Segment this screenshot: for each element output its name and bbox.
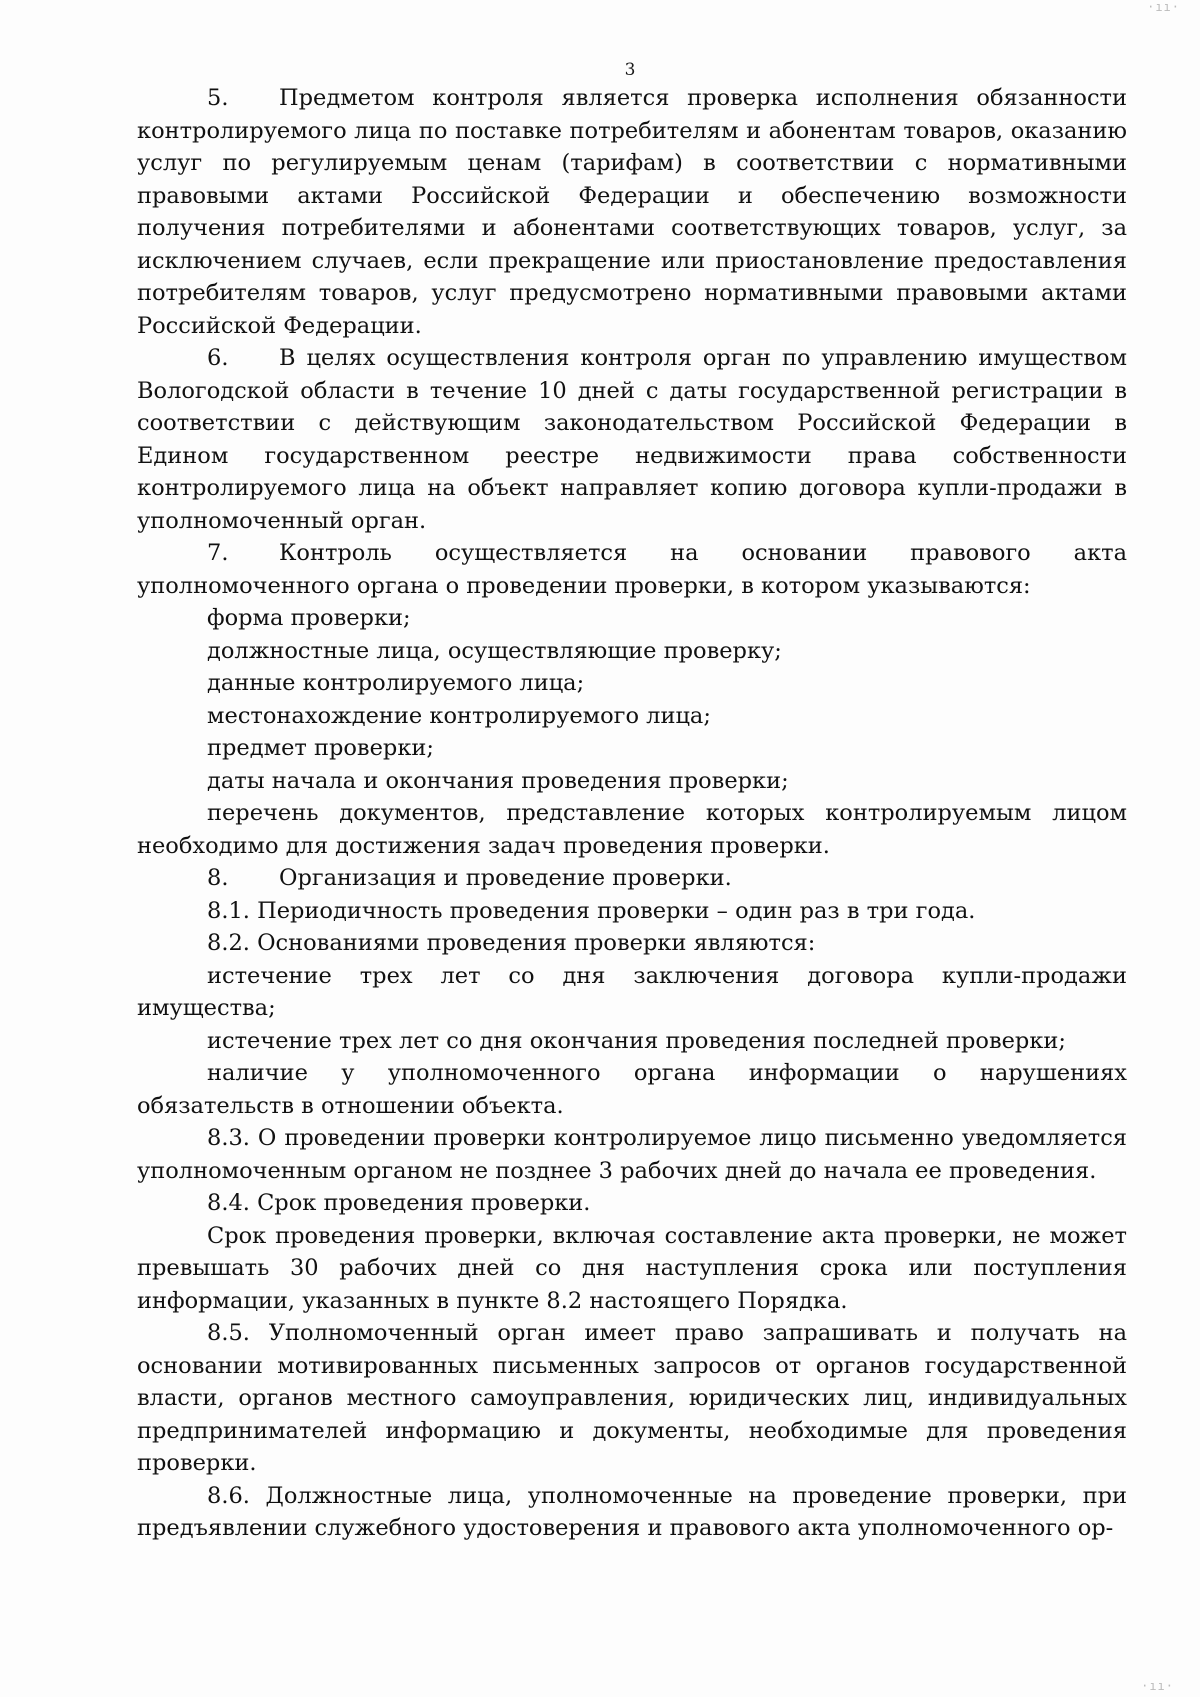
subsection-8-6: 8.6. Должностные лица, уполномоченные на проведение проверки, при предъявлении служебного удостоверения и правового акта уполномоченного ор- [137,1482,1127,1541]
subsection-8-2: 8.2. Основаниями проведения проверки являются: [207,930,816,956]
scan-artifact-top: ·ıı· [1147,0,1180,14]
list-item-last: перечень документов, представление которых контролируемым лицом необходимо для достижения задач проведения проверки. [137,800,1127,859]
subsection-8-3: 8.3. О проведении проверки контролируемое лицо письменно уведомляется уполномоченным органом не позднее 3 рабочих дней до начала ее проведения. [137,1125,1127,1184]
subsection-8-2-c: наличие у уполномоченного органа информации о нарушениях обязательств в отношении объекта. [137,1060,1127,1119]
paragraph-text: Предметом контроля является проверка исполнения обязанности контролируемого лица по поставке потребителям и абонентам товаров, оказанию услуг по регулируемым ценам (тарифам) в соответствии с нормативными правовыми актами Российской Федерации и обеспечению возможности получения потребителями и абонентами соответствующих товаров, услуг, за исключением случаев, если прекращение или приостановление предоставления потребителям товаров, услуг предусмотрено нормативными правовыми актами Российской Федерации. [137,85,1127,339]
paragraph-number: 8. [207,865,229,891]
subsection-8-4: 8.4. Срок проведения проверки. [207,1190,591,1216]
paragraph-number: 5. [207,85,229,111]
list-item: местонахождение контролируемого лица; [207,702,711,729]
list-item: должностные лица, осуществляющие проверку; [207,637,782,664]
scan-artifact-bottom: ·ıı· [1141,1679,1174,1693]
section-title: Организация и проведение проверки. [279,865,732,891]
paragraph-text: Контроль осуществляется на основании правового акта уполномоченного органа о проведении проверки, в котором указываются: [137,540,1127,599]
list-item: предмет проверки; [207,735,434,761]
subsection-8-2-a: истечение трех лет со дня заключения договора купли-продажи имущества; [137,962,1127,1021]
list-item: даты начала и окончания проведения проверки; [207,767,789,794]
paragraph-5 [137,82,1127,342]
paragraph-number: 7. [207,540,229,566]
subsection-8-1: 8.1. Периодичность проведения проверки – один раз в три года. [207,897,976,924]
page-number: 3 [624,60,636,80]
list-item: данные контролируемого лица; [207,670,585,696]
subsection-8-4-text: Срок проведения проверки, включая составление акта проверки, не может превышать 30 рабочих дней со дня наступления срока или поступления информации, указанных в пункте 8.2 настоящего Порядка. [137,1222,1127,1314]
subsection-8-5: 8.5. Уполномоченный орган имеет право запрашивать и получать на основании мотивированных письменных запросов от органов государственной власти, органов местного самоуправления, юридических лиц, индивидуальных предпринимателей информацию и документы, необходимые для проведения проверки. [137,1320,1127,1476]
paragraph-6 [137,342,1127,537]
subsection-8-2-b: истечение трех лет со дня окончания проведения последней проверки; [207,1027,1066,1054]
paragraph-text: В целях осуществления контроля орган по управлению имуществом Вологодской области в течение 10 дней с даты государственной регистрации в соответствии с действующим законодательством Российской Федерации в Едином государственном реестре недвижимости права собственности контролируемого лица на объект направляет копию договора купли-продажи в уполномоченный орган. [137,345,1127,534]
list-item: форма проверки; [207,605,411,631]
paragraph-8 [137,862,1127,895]
paragraph-7 [137,537,1127,602]
document-body [137,82,1127,1545]
paragraph-number: 6. [207,345,229,371]
